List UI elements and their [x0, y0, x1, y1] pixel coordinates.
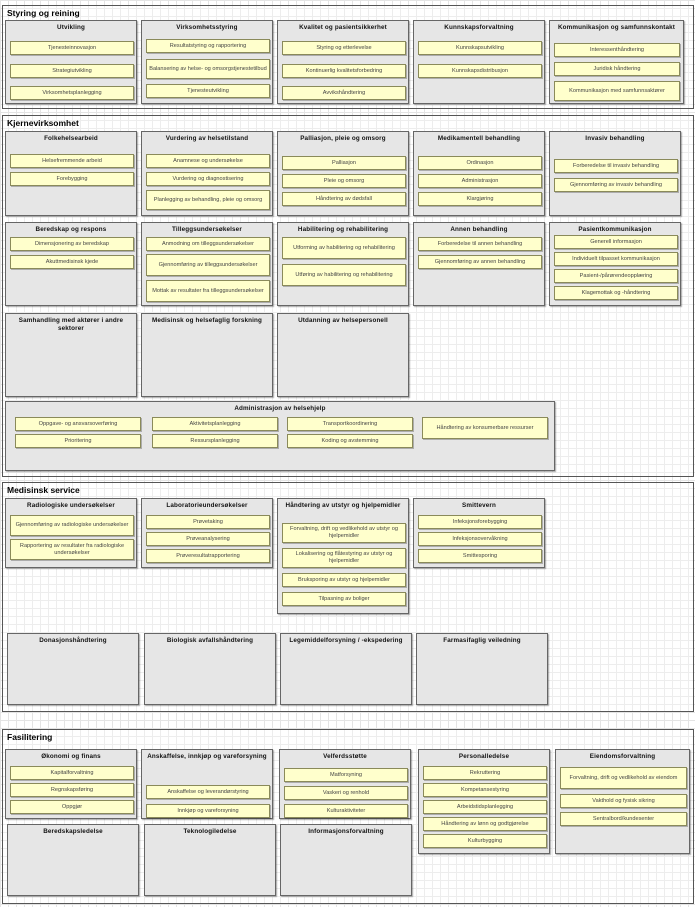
capability-title: Palliasjon, pleie og omsorg	[300, 135, 386, 142]
section-title: Fasilitering	[7, 732, 53, 742]
capability-title: Donasjonshåndtering	[39, 637, 107, 644]
capability-box-anskaffelse-innkjop-og-vareforsyning[interactable]	[141, 749, 273, 819]
sub-capability-klagemottak-og-handtering[interactable]: Klagemottak og -håndtering	[554, 286, 678, 300]
sub-capability-avvikshandtering[interactable]: Avvikshåndtering	[282, 86, 406, 100]
sub-capability-tjenesteinnovasjon[interactable]: Tjenesteinnovasjon	[10, 41, 134, 55]
capability-box-smittevern[interactable]	[413, 498, 545, 568]
sub-capability-forberedelse-til-annen-behandling[interactable]: Forberedelse til annen behandling	[418, 237, 542, 251]
sub-capability-vaskeri-og-renhold[interactable]: Vaskeri og renhold	[284, 786, 408, 800]
capability-box-medisinsk-og-helsefaglig-forskning[interactable]	[141, 313, 273, 397]
capability-box-beredskapsledelse[interactable]	[7, 824, 139, 896]
capability-box-pasientkommunikasjon[interactable]	[549, 222, 681, 306]
capability-title: Pasientkommunikasjon	[578, 226, 652, 233]
sub-capability-akuttmedisinsk-kjede[interactable]: Akuttmedisinsk kjede	[10, 255, 134, 269]
sub-capability-tjenesteutvikling[interactable]: Tjenesteutvikling	[146, 84, 270, 98]
sub-capability-forberedelse-til-invasiv-behandling[interactable]: Forberedelse til invasiv behandling	[554, 159, 678, 173]
sub-capability-smittesporing[interactable]: Smittesporing	[418, 549, 542, 563]
sub-capability-forvaltning-drift-og-vedlikehold-av-utstyr-og-hjelpemidler[interactable]: Forvaltning, drift og vedlikehold av utstyr og hjelpemidler	[282, 523, 406, 543]
sub-capability-interessenthandtering[interactable]: Interessenthåndtering	[554, 43, 680, 57]
sub-capability-handtering-av-konsumerbare-ressurser[interactable]: Håndtering av konsumerbare ressurser	[422, 417, 548, 439]
capability-title: Samhandling med aktører i andre sektorer	[18, 317, 124, 332]
sub-capability-vurdering-og-diagnostisering[interactable]: Vurdering og diagnostisering	[146, 172, 270, 186]
capability-box-kommunikasjon-og-samfunnskontakt[interactable]	[549, 20, 684, 104]
capability-title: Annen behandling	[450, 226, 508, 233]
sub-capability-forebygging[interactable]: Forebygging	[10, 172, 134, 186]
sub-capability-virksomhetsplanlegging[interactable]: Virksomhetsplanlegging	[10, 86, 134, 100]
capability-box-handtering-av-utstyr-og-hjelpemidler[interactable]	[277, 498, 409, 614]
sub-capability-gjennomforing-av-tilleggsundersokelser[interactable]: Gjennomføring av tilleggsundersøkelser	[146, 254, 270, 276]
sub-capability-regnskapsforing[interactable]: Regnskapsføring	[10, 783, 134, 797]
sub-capability-kommunikasjon-med-samfunnsaktorer[interactable]: Kommunikasjon med samfunnsaktører	[554, 81, 680, 101]
sub-capability-juridisk-handtering[interactable]: Juridisk håndtering	[554, 62, 680, 76]
capability-title: Medisinsk og helsefaglig forskning	[151, 317, 263, 324]
sub-capability-ordinasjon[interactable]: Ordinasjon	[418, 156, 542, 170]
sub-capability-innkjop-og-vareforsyning[interactable]: Innkjøp og vareforsyning	[146, 804, 270, 818]
capability-title: Radiologiske undersøkelser	[27, 502, 115, 509]
sub-capability-strategiutvikling[interactable]: Strategiutvikling	[10, 64, 134, 78]
capability-box-invasiv-behandling[interactable]	[549, 131, 681, 216]
sub-capability-planlegging-av-behandling-pleie-og-omsorg[interactable]: Planlegging av behandling, pleie og omsorg	[146, 190, 270, 210]
sub-capability-proveresultatrapportering[interactable]: Prøveresultatrapportering	[146, 549, 270, 563]
sub-capability-koding-og-avstemming[interactable]: Koding og avstemming	[287, 434, 413, 448]
sub-capability-dimensjonering-av-beredskap[interactable]: Dimensjonering av beredskap	[10, 237, 134, 251]
capability-title: Farmasifaglig veiledning	[443, 637, 521, 644]
capability-box-informasjonsforvaltning[interactable]	[280, 824, 412, 896]
capability-box-folkehelsearbeid[interactable]	[5, 131, 137, 216]
sub-capability-rapportering-av-resultater-fra-radiologiske-undersokelser[interactable]: Rapportering av resultater fra radiologiske undersøkelser	[10, 539, 134, 560]
sub-capability-prioritering[interactable]: Prioritering	[15, 434, 141, 448]
sub-capability-anamnese-og-undersokelse[interactable]: Anamnese og undersøkelse	[146, 154, 270, 168]
sub-capability-handtering-av-lonn-og-godtgjorelse[interactable]: Håndtering av lønn og godtgjørelse	[423, 817, 547, 831]
sub-capability-oppgave-og-ansvarsoverforing[interactable]: Oppgave- og ansvarsoverføring	[15, 417, 141, 431]
sub-capability-bruksporing-av-utstyr-og-hjelpemidler[interactable]: Bruksporing av utstyr og hjelpemidler	[282, 573, 406, 587]
sub-capability-anskaffelse-og-leverandorstyring[interactable]: Anskaffelse og leverandørstyring	[146, 785, 270, 799]
sub-capability-balansering-av-helse-og-omsorgstjenestetilbud[interactable]: Balansering av helse- og omsorgstjenestetilbud	[146, 59, 270, 79]
capability-title: Kommunikasjon og samfunnskontakt	[557, 24, 676, 31]
sub-capability-matforsyning[interactable]: Matforsyning	[284, 768, 408, 782]
sub-capability-mottak-av-resultater-fra-tilleggsundersokelser[interactable]: Mottak av resultater fra tilleggsundersøkelser	[146, 280, 270, 302]
sub-capability-palliasjon[interactable]: Palliasjon	[282, 156, 406, 170]
capability-title: Eiendomsforvaltning	[589, 753, 656, 760]
capability-title: Anskaffelse, innkjøp og vareforsyning	[147, 753, 267, 760]
capability-box-okonomi-og-finans[interactable]	[5, 749, 137, 819]
capability-title: Kvalitet og pasientsikkerhet	[299, 24, 387, 31]
capability-title: Personalledelse	[458, 753, 510, 760]
capability-title: Beredskapsledelse	[43, 828, 103, 835]
capability-box-virksomhetsstyring[interactable]	[141, 20, 273, 104]
sub-capability-kulturaktiviteter[interactable]: Kulturaktiviteter	[284, 804, 408, 818]
capability-title: Virksomhetsstyring	[176, 24, 238, 31]
capability-title: Invasiv behandling	[585, 135, 645, 142]
sub-capability-lokalisering-og-flatestyring-av-utstyr-og-hjelpemidler[interactable]: Lokalisering og flåtestyring av utstyr og hjelpemidler	[282, 548, 406, 568]
sub-capability-proveanalysering[interactable]: Prøveanalysering	[146, 532, 270, 546]
capability-box-personalledelse[interactable]	[418, 749, 550, 854]
capability-title: Velferdsstøtte	[323, 753, 367, 760]
section-title: Styring og reining	[7, 8, 80, 18]
sub-capability-handtering-av-dodsfall[interactable]: Håndtering av dødsfall	[282, 192, 406, 206]
capability-box-teknologiledelse[interactable]	[144, 824, 276, 896]
capability-box-samhandling-med-aktorer-i-andre-sektorer[interactable]	[5, 313, 137, 397]
capability-box-palliasjon-pleie-og-omsorg[interactable]	[277, 131, 409, 216]
sub-capability-administrasjon[interactable]: Administrasjon	[418, 174, 542, 188]
capability-title: Utvikling	[57, 24, 85, 31]
capability-title: Informasjonsforvaltning	[308, 828, 384, 835]
capability-box-eiendomsforvaltning[interactable]	[555, 749, 690, 854]
sub-capability-tilpasning-av-boliger[interactable]: Tilpasning av boliger	[282, 592, 406, 606]
capability-title: Legemiddelforsyning / -ekspedering	[289, 637, 403, 644]
capability-box-laboratorieundersokelser[interactable]	[141, 498, 273, 568]
capability-title: Håndtering av utstyr og hjelpemidler	[285, 502, 401, 509]
sub-capability-anmodning-om-tilleggsundersokelser[interactable]: Anmodning om tilleggsundersøkelser	[146, 237, 270, 251]
capability-title: Biologisk avfallshåndtering	[166, 637, 254, 644]
capability-title: Økonomi og finans	[41, 753, 101, 760]
capability-title: Smittevern	[461, 502, 497, 509]
capability-box-velferdsstotte[interactable]	[279, 749, 411, 819]
capability-title: Vurdering av helsetilstand	[165, 135, 249, 142]
capability-box-kvalitet-og-pasientsikkerhet[interactable]	[277, 20, 409, 104]
sub-capability-resultatstyring-og-rapportering[interactable]: Resultatstyring og rapportering	[146, 39, 270, 53]
sub-capability-individuelt-tilpasset-kommunikasjon[interactable]: Individuelt tilpasset kommunikasjon	[554, 252, 678, 266]
capability-title: Beredskap og respons	[35, 226, 107, 233]
capability-box-habilitering-og-rehabilitering[interactable]	[277, 222, 409, 306]
sub-capability-forvaltning-drift-og-vedlikehold-av-eiendom[interactable]: Forvaltning, drift og vedlikehold av eiendom	[560, 767, 687, 789]
capability-box-administrasjon-av-helsehjelp[interactable]	[5, 401, 555, 471]
capability-box-tilleggsundersokelser[interactable]	[141, 222, 273, 306]
section-title: Kjernevirksomhet	[7, 118, 79, 128]
sub-capability-utforming-av-habilitering-og-rehabilitering[interactable]: Utforming av habilitering og rehabilitering	[282, 237, 406, 259]
sub-capability-ressursplanlegging[interactable]: Ressursplanlegging	[152, 434, 278, 448]
sub-capability-arbeidstidsplanlegging[interactable]: Arbeidstidsplanlegging	[423, 800, 547, 814]
sub-capability-klargjoring[interactable]: Klargjøring	[418, 192, 542, 206]
capability-box-medikamentell-behandling[interactable]	[413, 131, 545, 216]
capability-box-utdanning-av-helsepersonell[interactable]	[277, 313, 409, 397]
sub-capability-kapitalforvaltning[interactable]: Kapitalforvaltning	[10, 766, 134, 780]
capability-title: Folkehelsearbeid	[44, 135, 98, 142]
capability-title: Kunnskapsforvaltning	[444, 24, 514, 31]
capability-box-vurdering-av-helsetilstand[interactable]	[141, 131, 273, 216]
capability-title: Habilitering og rehabilitering	[297, 226, 389, 233]
capability-box-utvikling[interactable]	[5, 20, 137, 104]
capability-box-legemiddelforsyning-ekspedering[interactable]	[280, 633, 412, 705]
sub-capability-gjennomforing-av-annen-behandling[interactable]: Gjennomføring av annen behandling	[418, 255, 542, 269]
capability-title: Tilleggsundersøkelser	[172, 226, 242, 233]
capability-title: Medikamentell behandling	[437, 135, 521, 142]
sub-capability-rekruttering[interactable]: Rekruttering	[423, 766, 547, 780]
sub-capability-kunnskapsutvikling[interactable]: Kunnskapsutvikling	[418, 41, 542, 55]
sub-capability-gjennomforing-av-radiologiske-undersokelser[interactable]: Gjennomføring av radiologiske undersøkelser	[10, 515, 134, 536]
sub-capability-oppgjor[interactable]: Oppgjør	[10, 800, 134, 814]
capability-box-radiologiske-undersokelser[interactable]	[5, 498, 137, 568]
capability-box-donasjonshandtering[interactable]	[7, 633, 139, 705]
sub-capability-vakthold-og-fysisk-sikring[interactable]: Vakthold og fysisk sikring	[560, 794, 687, 808]
section-title: Medisinsk service	[7, 485, 80, 495]
sub-capability-kompetansestyring[interactable]: Kompetansestyring	[423, 783, 547, 797]
capability-box-kunnskapsforvaltning[interactable]	[413, 20, 545, 104]
capability-title: Laboratorieundersøkelser	[166, 502, 248, 509]
sub-capability-helsefremmende-arbeid[interactable]: Helsefremmende arbeid	[10, 154, 134, 168]
sub-capability-styring-og-etterlevelse[interactable]: Styring og etterlevelse	[282, 41, 406, 55]
sub-capability-gjennomforing-av-invasiv-behandling[interactable]: Gjennomføring av invasiv behandling	[554, 178, 678, 192]
sub-capability-infeksjonsforebygging[interactable]: Infeksjonsforebygging	[418, 515, 542, 529]
capability-title: Utdanning av helsepersonell	[298, 317, 388, 324]
capability-title: Administrasjon av helsehjelp	[234, 405, 326, 412]
sub-capability-infeksjonsovervakning[interactable]: Infeksjonsovervåkning	[418, 532, 542, 546]
sub-capability-transportkoordinering[interactable]: Transportkoordinering	[287, 417, 413, 431]
capability-box-beredskap-og-respons[interactable]	[5, 222, 137, 306]
sub-capability-sentralbord-kundesenter[interactable]: Sentralbord/kundesenter	[560, 812, 687, 826]
sub-capability-kunnskapsdistribusjon[interactable]: Kunnskapsdistribusjon	[418, 64, 542, 78]
sub-capability-pasient-parorendeopplaering[interactable]: Pasient-/pårørendeopplæring	[554, 269, 678, 283]
capability-box-biologisk-avfallshandtering[interactable]	[144, 633, 276, 705]
sub-capability-aktivitetsplanlegging[interactable]: Aktivitetsplanlegging	[152, 417, 278, 431]
capability-title: Teknologiledelse	[183, 828, 237, 835]
sub-capability-kulturbygging[interactable]: Kulturbygging	[423, 834, 547, 848]
capability-box-farmasifaglig-veiledning[interactable]	[416, 633, 548, 705]
sub-capability-pleie-og-omsorg[interactable]: Pleie og omsorg	[282, 174, 406, 188]
sub-capability-generell-informasjon[interactable]: Generell informasjon	[554, 235, 678, 249]
capability-box-annen-behandling[interactable]	[413, 222, 545, 306]
sub-capability-kontinuerlig-kvalitetsforbedring[interactable]: Kontinuerlig kvalitetsforbedring	[282, 64, 406, 78]
sub-capability-provetaking[interactable]: Prøvetaking	[146, 515, 270, 529]
sub-capability-utforing-av-habilitering-og-rehabilitering[interactable]: Utføring av habilitering og rehabilitering	[282, 264, 406, 286]
